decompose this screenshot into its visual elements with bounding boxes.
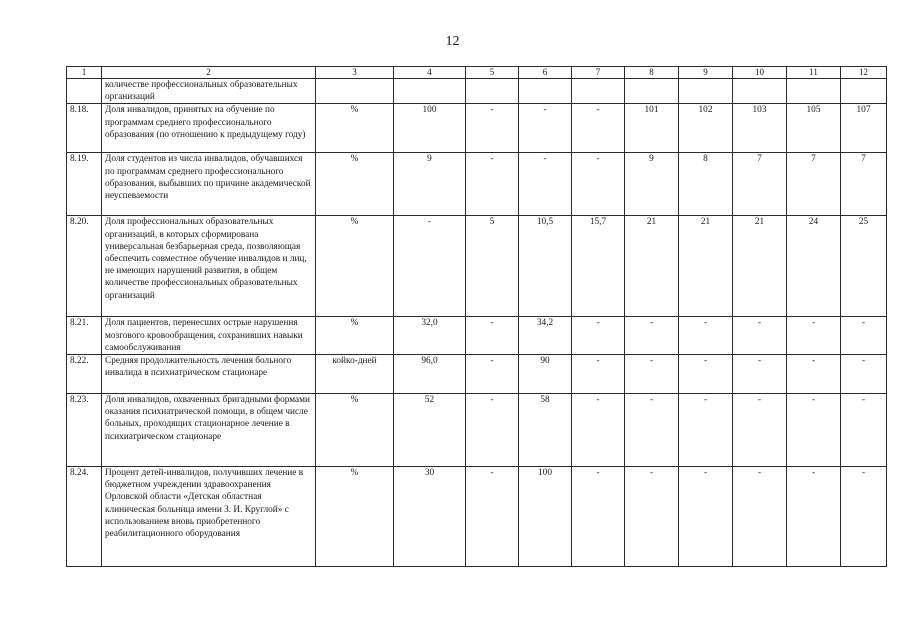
- row-number: 8.24.: [67, 467, 102, 567]
- value-cell: 100: [519, 467, 572, 567]
- value-cell: -: [841, 317, 887, 355]
- value-cell: -: [572, 104, 625, 153]
- indicator-description: Доля профессиональных образовательных организаций, в которых сформирована универсальная безбарьерная среда, позволяющая обеспечить совместное обучение инвалидов и лиц, не имеющих нарушений развития, в общем количестве профессиональных образовательных организаций: [102, 216, 316, 317]
- column-number-3: 3: [316, 67, 394, 79]
- value-cell: 101: [625, 104, 679, 153]
- value-cell: -: [625, 317, 679, 355]
- value-cell: -: [466, 355, 519, 394]
- value-cell: -: [787, 355, 841, 394]
- value-cell: 100: [394, 104, 466, 153]
- value-cell: 9: [394, 153, 466, 216]
- unit-of-measure: %: [316, 467, 394, 567]
- value-cell: -: [625, 355, 679, 394]
- value-cell: -: [572, 153, 625, 216]
- value-cell: -: [787, 467, 841, 567]
- unit-of-measure: %: [316, 153, 394, 216]
- table-row: [67, 216, 887, 317]
- value-cell: 103: [733, 104, 787, 153]
- row-number: [67, 79, 102, 104]
- column-number-11: 11: [787, 67, 841, 79]
- value-cell: -: [733, 317, 787, 355]
- column-number-1: 1: [67, 67, 102, 79]
- column-number-8: 8: [625, 67, 679, 79]
- value-cell: [841, 79, 887, 104]
- indicator-description: Доля инвалидов, принятых на обучение по программам среднего профессионального образования (по отношению к предыдущему году): [102, 104, 316, 153]
- table-row: [67, 355, 887, 394]
- table-row: [67, 394, 887, 467]
- value-cell: 90: [519, 355, 572, 394]
- column-number-4: 4: [394, 67, 466, 79]
- value-cell: -: [572, 467, 625, 567]
- value-cell: 21: [625, 216, 679, 317]
- value-cell: -: [733, 355, 787, 394]
- row-number: 8.18.: [67, 104, 102, 153]
- value-cell: [394, 79, 466, 104]
- unit-of-measure: [316, 79, 394, 104]
- value-cell: 9: [625, 153, 679, 216]
- indicator-description: Доля студентов из числа инвалидов, обучавшихся по программам среднего профессионального образования, выбывших по причине академической неуспеваемости: [102, 153, 316, 216]
- value-cell: -: [733, 394, 787, 467]
- value-cell: [466, 79, 519, 104]
- row-number: 8.20.: [67, 216, 102, 317]
- value-cell: 5: [466, 216, 519, 317]
- value-cell: -: [466, 467, 519, 567]
- value-cell: 102: [679, 104, 733, 153]
- row-number: 8.21.: [67, 317, 102, 355]
- value-cell: 7: [841, 153, 887, 216]
- value-cell: -: [466, 153, 519, 216]
- table-row: [67, 153, 887, 216]
- unit-of-measure: %: [316, 394, 394, 467]
- column-number-row: [67, 67, 887, 79]
- value-cell: -: [787, 317, 841, 355]
- column-number-2: 2: [102, 67, 316, 79]
- value-cell: -: [841, 467, 887, 567]
- table-row: [67, 79, 887, 104]
- value-cell: -: [625, 467, 679, 567]
- column-number-9: 9: [679, 67, 733, 79]
- value-cell: -: [572, 355, 625, 394]
- column-number-5: 5: [466, 67, 519, 79]
- value-cell: -: [787, 394, 841, 467]
- unit-of-measure: %: [316, 104, 394, 153]
- value-cell: 8: [679, 153, 733, 216]
- indicators-table: [66, 66, 887, 567]
- value-cell: 7: [733, 153, 787, 216]
- value-cell: -: [841, 355, 887, 394]
- value-cell: -: [625, 394, 679, 467]
- indicator-description: Доля пациентов, перенесших острые нарушения мозгового кровообращения, сохранивших навыки самообслуживания: [102, 317, 316, 355]
- indicator-description: Доля инвалидов, охваченных бригадными формами оказания психиатрической помощи, в общем числе больных, проходящих стационарное лечение в психиатрическом стационаре: [102, 394, 316, 467]
- value-cell: 10,5: [519, 216, 572, 317]
- value-cell: [787, 79, 841, 104]
- value-cell: -: [519, 104, 572, 153]
- unit-of-measure: %: [316, 317, 394, 355]
- value-cell: -: [572, 394, 625, 467]
- column-number-10: 10: [733, 67, 787, 79]
- indicator-description: количестве профессиональных образовательных организаций: [102, 79, 316, 104]
- value-cell: -: [679, 394, 733, 467]
- value-cell: -: [679, 355, 733, 394]
- value-cell: 7: [787, 153, 841, 216]
- unit-of-measure: койко-дней: [316, 355, 394, 394]
- value-cell: [572, 79, 625, 104]
- value-cell: 107: [841, 104, 887, 153]
- value-cell: -: [519, 153, 572, 216]
- value-cell: -: [733, 467, 787, 567]
- value-cell: 21: [733, 216, 787, 317]
- value-cell: -: [394, 216, 466, 317]
- unit-of-measure: %: [316, 216, 394, 317]
- value-cell: 30: [394, 467, 466, 567]
- value-cell: -: [679, 317, 733, 355]
- row-number: 8.23.: [67, 394, 102, 467]
- value-cell: 34,2: [519, 317, 572, 355]
- value-cell: 96,0: [394, 355, 466, 394]
- row-number: 8.19.: [67, 153, 102, 216]
- value-cell: [679, 79, 733, 104]
- column-number-12: 12: [841, 67, 887, 79]
- value-cell: [519, 79, 572, 104]
- table-body: [67, 79, 887, 567]
- column-number-6: 6: [519, 67, 572, 79]
- value-cell: 32,0: [394, 317, 466, 355]
- value-cell: -: [466, 104, 519, 153]
- value-cell: 52: [394, 394, 466, 467]
- value-cell: -: [572, 317, 625, 355]
- column-number-7: 7: [572, 67, 625, 79]
- table-row: [67, 317, 887, 355]
- value-cell: -: [466, 394, 519, 467]
- value-cell: -: [841, 394, 887, 467]
- row-number: 8.22.: [67, 355, 102, 394]
- indicator-description: Процент детей-инвалидов, получивших лечение в бюджетном учреждении здравоохранения Орловской области «Детская областная клиническая больница имени З. И. Круглой» с использованием вновь приобретенного реабилитационного оборудования: [102, 467, 316, 567]
- value-cell: 25: [841, 216, 887, 317]
- value-cell: 105: [787, 104, 841, 153]
- table-row: [67, 104, 887, 153]
- value-cell: -: [466, 317, 519, 355]
- value-cell: 24: [787, 216, 841, 317]
- value-cell: 21: [679, 216, 733, 317]
- page-number: 12: [445, 34, 460, 49]
- value-cell: 58: [519, 394, 572, 467]
- value-cell: 15,7: [572, 216, 625, 317]
- value-cell: [733, 79, 787, 104]
- value-cell: -: [679, 467, 733, 567]
- table-row: [67, 467, 887, 567]
- value-cell: [625, 79, 679, 104]
- indicator-description: Средняя продолжительность лечения больного инвалида в психиатрическом стационаре: [102, 355, 316, 394]
